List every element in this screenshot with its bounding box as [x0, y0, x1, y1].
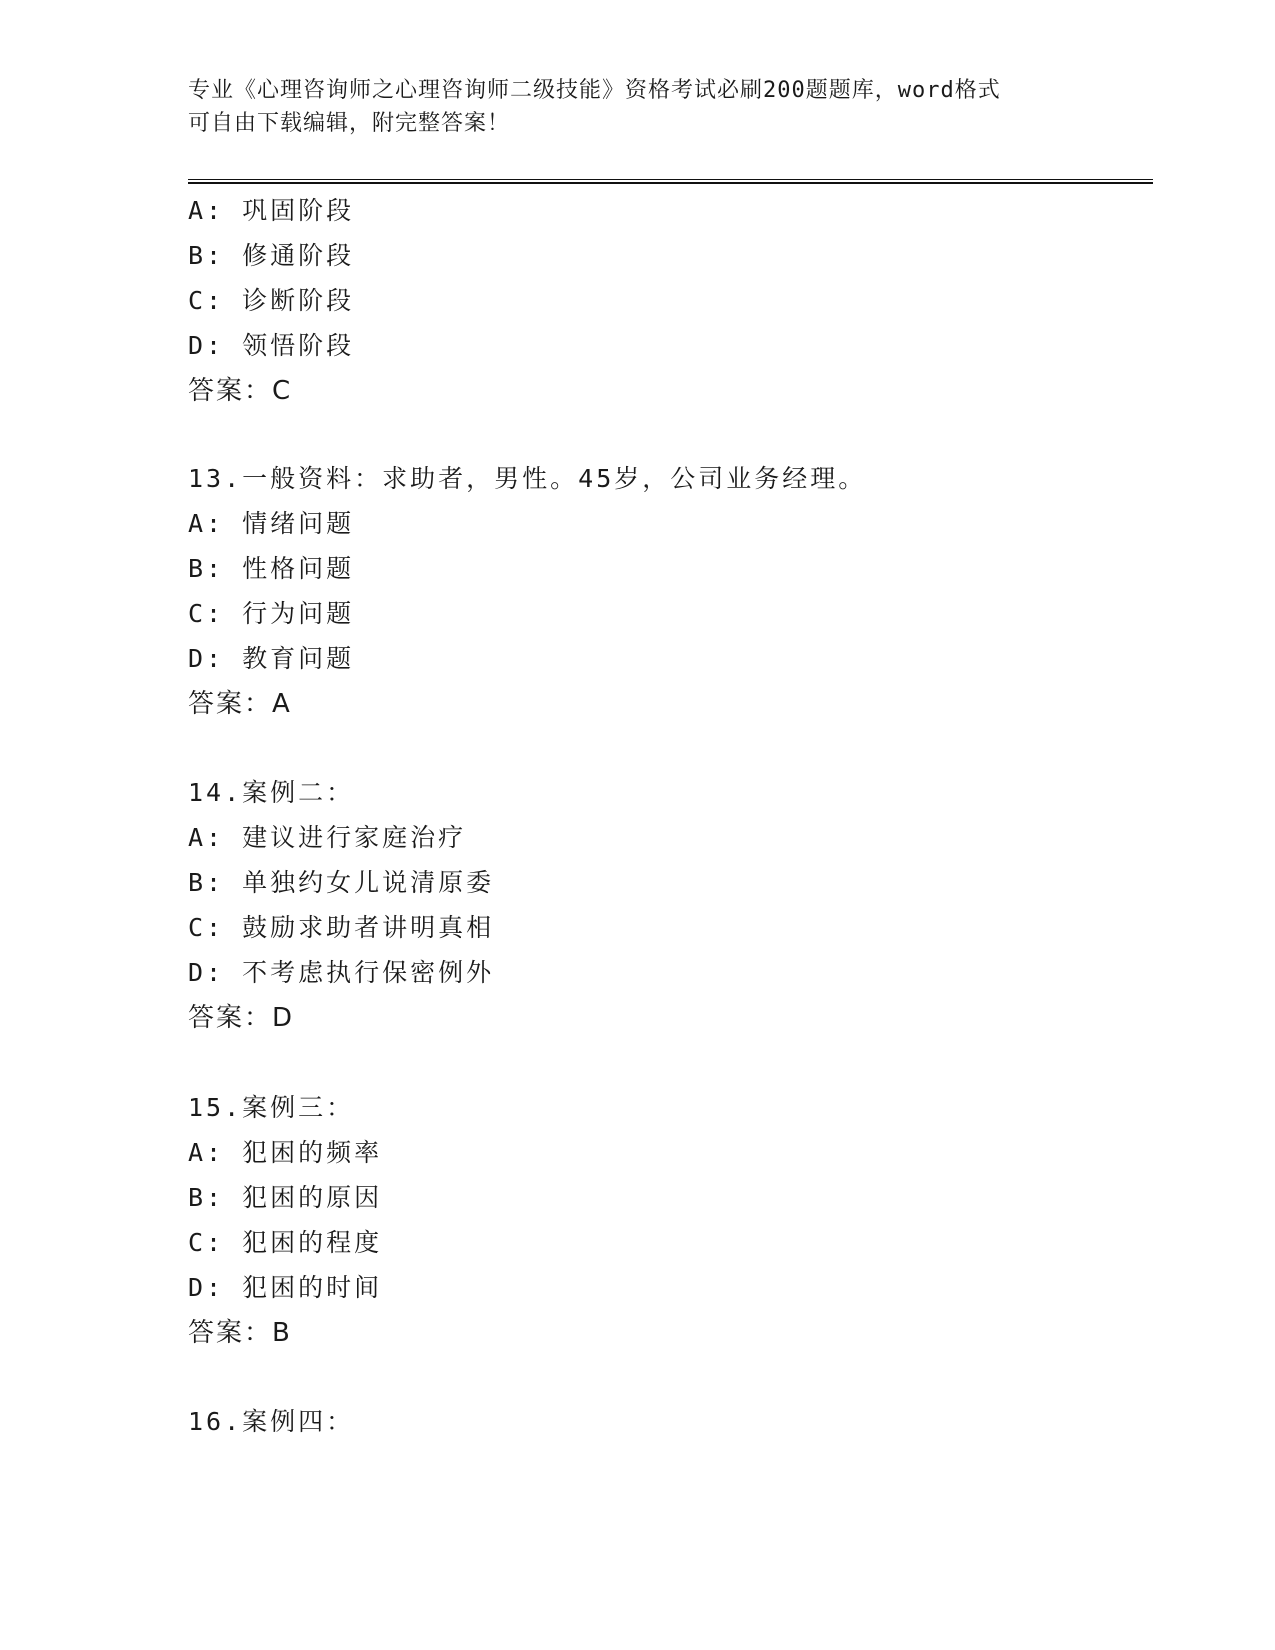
q12-option-b: B: 修通阶段 — [188, 241, 355, 270]
q13-question: 13.一般资料：求助者，男性。45岁，公司业务经理。 — [188, 464, 867, 493]
header-divider — [188, 179, 1153, 184]
q15-option-c: C: 犯困的程度 — [188, 1228, 383, 1257]
q15-answer: 答案：B — [188, 1318, 292, 1348]
q15-option-a: A: 犯困的频率 — [188, 1138, 383, 1167]
q14-question: 14.案例二： — [188, 778, 355, 807]
q14-option-d: D: 不考虑执行保密例外 — [188, 958, 495, 987]
header-line-1: 专业《心理咨询师之心理咨询师二级技能》资格考试必刷200题题库，word格式 — [188, 78, 1001, 103]
q12-option-a: A: 巩固阶段 — [188, 196, 355, 225]
document-header — [188, 74, 1088, 140]
q13-option-d: D: 教育问题 — [188, 644, 355, 673]
q13-option-b: B: 性格问题 — [188, 554, 355, 583]
q13-option-a: A: 情绪问题 — [188, 509, 355, 538]
q16-question: 16.案例四： — [188, 1407, 355, 1436]
q15-option-b: B: 犯困的原因 — [188, 1183, 383, 1212]
q15-question: 15.案例三： — [188, 1093, 355, 1122]
q13-answer: 答案：A — [188, 689, 292, 719]
q14-option-b: B: 单独约女儿说清原委 — [188, 868, 495, 897]
q14-option-c: C: 鼓励求助者讲明真相 — [188, 913, 495, 942]
q12-option-d: D: 领悟阶段 — [188, 331, 355, 360]
q13-option-c: C: 行为问题 — [188, 599, 355, 628]
q15-option-d: D: 犯困的时间 — [188, 1273, 383, 1302]
header-line-2: 可自由下载编辑，附完整答案！ — [188, 111, 511, 136]
q12-option-c: C: 诊断阶段 — [188, 286, 355, 315]
q12-answer: 答案：C — [188, 376, 293, 406]
q14-answer: 答案：D — [188, 1003, 295, 1033]
q14-option-a: A: 建议进行家庭治疗 — [188, 823, 467, 852]
